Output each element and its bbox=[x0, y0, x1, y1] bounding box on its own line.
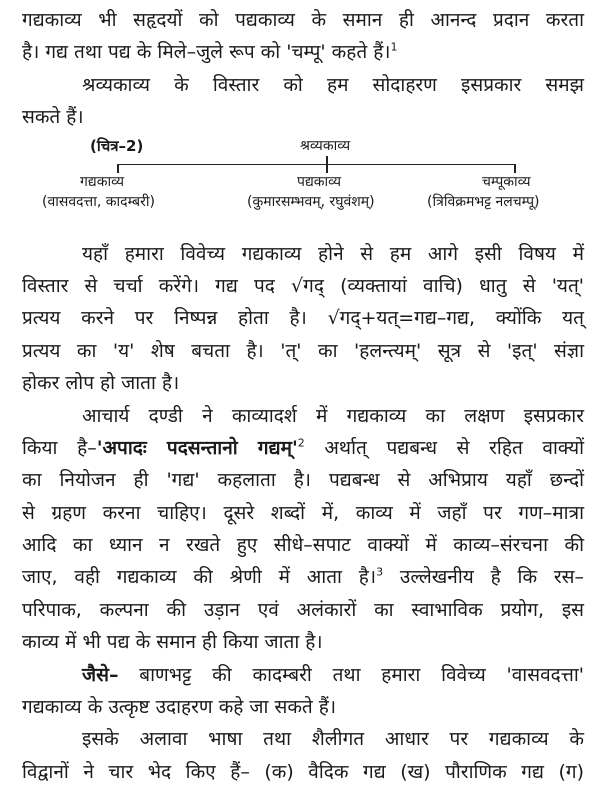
diagram-node-example: (वासवदत्ता, कादम्बरी) bbox=[42, 193, 155, 210]
text-line bbox=[22, 101, 584, 133]
diagram-root: श्रव्यकाव्य bbox=[300, 137, 351, 154]
text-segment: का नियोजन ही 'गद्य' कहलाता है। पद्यबन्ध से अभिप्राय यहाँ छन्दों bbox=[22, 469, 584, 492]
figure-caption: (चित्र–2) bbox=[90, 136, 144, 155]
text-segment: काव्य में भी पद्य के समान ही किया जाता है। bbox=[22, 631, 323, 654]
text-line bbox=[22, 497, 584, 529]
paragraph-block-bottom bbox=[22, 238, 584, 789]
footnote-ref: 1 bbox=[390, 41, 398, 55]
text-segment: विद्वानों ने चार भेद किए हैं– (क) वैदिक गद्य (ख) पौराणिक गद्य (ग) bbox=[22, 760, 584, 783]
diagram-connector bbox=[117, 164, 515, 166]
text-line bbox=[22, 464, 584, 496]
text-line bbox=[22, 432, 584, 464]
diagram-connector bbox=[326, 156, 328, 173]
text-segment: इसके अलावा भाषा तथा शैलीगत आधार पर गद्यकाव्य के bbox=[82, 728, 584, 751]
text-line bbox=[22, 594, 584, 626]
text-segment: श्रव्यकाव्य के विस्तार को हम सोदाहरण इसप्रकार समझ bbox=[82, 73, 584, 96]
text-line bbox=[22, 335, 584, 367]
footnote-ref: 3 bbox=[376, 566, 384, 580]
text-line bbox=[22, 302, 584, 334]
text-segment: परिपाक, कल्पना की उड़ान एवं अलंकारों का स्वाभाविक प्रयोग, इस bbox=[22, 598, 584, 621]
text-line bbox=[22, 36, 584, 68]
text-segment: यहाँ हमारा विवेच्य गद्यकाव्य होने से हम आगे इसी विषय में bbox=[82, 242, 584, 265]
bold-text: 'अपादः पदसन्तानो गद्यम्' bbox=[96, 436, 298, 459]
text-segment: विस्तार से चर्चा करेंगे। गद्य पद √गद् (व्यक्तायां वाचि) धातु से 'यत्' bbox=[22, 274, 584, 297]
text-line bbox=[22, 561, 584, 593]
document-page bbox=[22, 4, 584, 788]
text-segment: सकते हैं। bbox=[22, 106, 84, 129]
text-segment: प्रत्यय करने पर निष्पन्न होता है। √गद्+यत्=गद्य–गद्य, क्योंकि यत् bbox=[22, 307, 584, 330]
text-segment: गद्यकाव्य के उत्कृष्ट उदाहरण कहे जा सकते हैं। bbox=[22, 696, 337, 719]
footnote-ref: 2 bbox=[297, 436, 305, 450]
diagram-node-example: (त्रिविक्रमभट्ट नलचम्पू) bbox=[427, 193, 540, 210]
text-segment: आदि का ध्यान न रखते हुए सीधे–सपाट वाक्यों में काव्य–संरचना की bbox=[22, 534, 584, 557]
text-segment: जाए, वही गद्यकाव्य की श्रेणी में आता है। bbox=[22, 566, 377, 589]
text-segment: है। गद्य तथा पद्य के मिले–जुले रूप को 'चम्पू' कहते हैं। bbox=[22, 41, 391, 64]
text-segment: किया है– bbox=[22, 436, 97, 459]
text-segment: होकर लोप हो जाता है। bbox=[22, 372, 180, 395]
text-segment: आचार्य दण्डी ने काव्यादर्श में गद्यकाव्य का लक्षण इसप्रकार bbox=[82, 404, 584, 427]
text-segment: गद्यकाव्य भी सहृदयों को पद्यकाव्य के समान ही आनन्द प्रदान करता bbox=[22, 9, 584, 31]
text-line bbox=[22, 691, 584, 723]
text-line bbox=[22, 69, 584, 101]
bold-text: जैसे– bbox=[82, 663, 119, 686]
diagram-node-label: गद्यकाव्य bbox=[80, 173, 124, 190]
text-line bbox=[22, 4, 584, 36]
text-segment: उल्लेखनीय है कि रस– bbox=[383, 566, 584, 589]
text-line bbox=[22, 270, 584, 302]
text-line bbox=[22, 723, 584, 755]
text-segment: बाणभट्ट की कादम्बरी तथा हमारा विवेच्य 'वासवदत्ता' bbox=[118, 663, 584, 686]
text-line bbox=[22, 659, 584, 691]
diagram-node-example: (कुमारसम्भवम्, रघुवंशम्) bbox=[247, 193, 375, 210]
text-line bbox=[22, 238, 584, 270]
text-segment: अर्थात् पद्यबन्ध से रहित वाक्यों bbox=[304, 436, 585, 459]
text-line bbox=[22, 400, 584, 432]
classification-diagram bbox=[22, 134, 584, 222]
text-line bbox=[22, 756, 584, 788]
paragraph-block-top bbox=[22, 4, 584, 134]
diagram-node-label: चम्पूकाव्य bbox=[482, 173, 531, 190]
diagram-node-label: पद्यकाव्य bbox=[297, 173, 342, 190]
text-line bbox=[22, 529, 584, 561]
text-line bbox=[22, 626, 584, 658]
text-segment: से ग्रहण करना चाहिए। दूसरे शब्दों में, काव्य में जहाँ पर गण–मात्रा bbox=[22, 501, 584, 524]
text-line bbox=[22, 367, 584, 399]
text-segment: प्रत्यय का 'य' शेष बचता है। 'त्' का 'हलन्त्यम्' सूत्र से 'इत्' संज्ञा bbox=[22, 339, 584, 362]
